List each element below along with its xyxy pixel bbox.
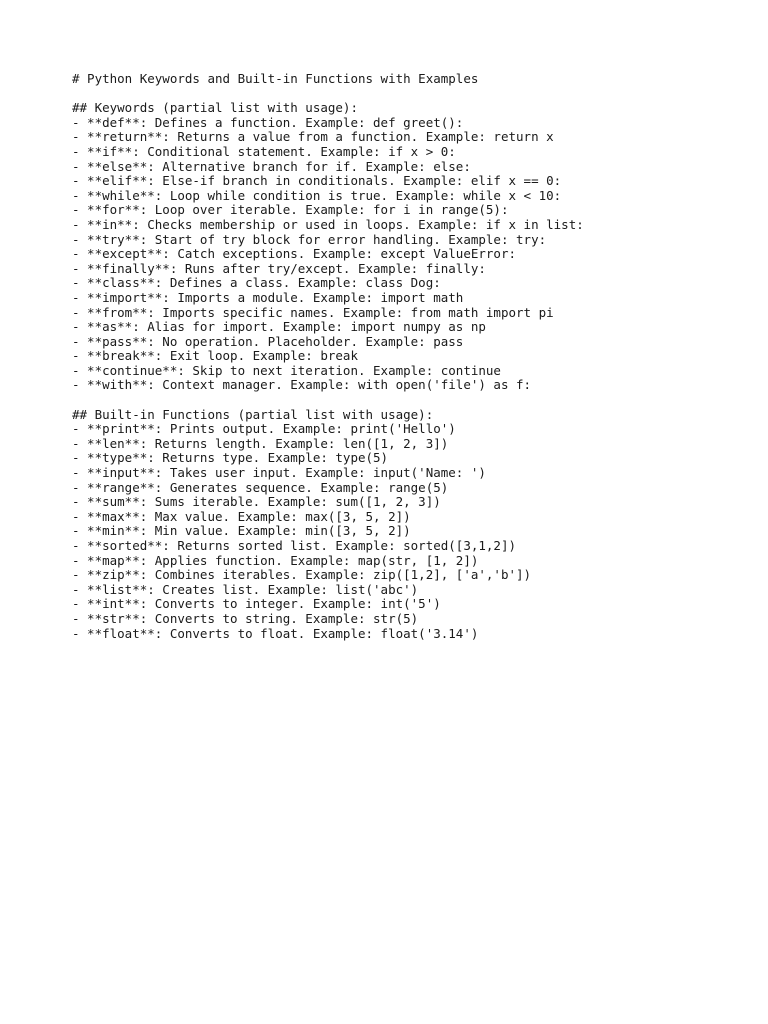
list-item: - **for**: Loop over iterable. Example: for i in range(5): — [72, 202, 509, 218]
section-heading-builtins: ## Built-in Functions (partial list with usage): — [72, 406, 434, 422]
list-item: - **input**: Takes user input. Example: input('Name: ') — [72, 465, 486, 481]
list-item: - **max**: Max value. Example: max([3, 5, 2]) — [72, 508, 411, 524]
document-page — [72, 72, 752, 641]
spacer — [72, 393, 752, 408]
list-item: - **list**: Creates list. Example: list('abc') — [72, 581, 419, 597]
list-item: - **min**: Min value. Example: min([3, 5, 2]) — [72, 523, 411, 539]
list-item: - **as**: Alias for import. Example: import numpy as np — [72, 319, 486, 335]
list-item: - **in**: Checks membership or used in loops. Example: if x in list: — [72, 216, 584, 232]
list-item: - **return**: Returns a value from a function. Example: return x — [72, 129, 554, 145]
list-item: - **if**: Conditional statement. Example: if x > 0: — [72, 143, 456, 159]
list-item: - **sorted**: Returns sorted list. Example: sorted([3,1,2]) — [72, 538, 517, 553]
list-item: - **while**: Loop while condition is true. Example: while x < 10: — [72, 187, 562, 203]
keywords-section — [72, 101, 752, 393]
list-item: - **pass**: No operation. Placeholder. Example: pass — [72, 333, 464, 349]
list-item: - **from**: Imports specific names. Example: from math import pi — [72, 304, 554, 320]
list-item: - **class**: Defines a class. Example: class Dog: — [72, 275, 441, 291]
list-item: - **print**: Prints output. Example: print('Hello') — [72, 421, 456, 437]
list-item: - **map**: Applies function. Example: map(str, [1, 2]) — [72, 552, 479, 568]
list-item: - **import**: Imports a module. Example: import math — [72, 289, 464, 305]
list-item: - **except**: Catch exceptions. Example: except ValueError: — [72, 246, 517, 262]
builtin-functions-section — [72, 408, 752, 642]
list-item: - **with**: Context manager. Example: with open('file') as f: — [72, 377, 532, 393]
list-item: - **str**: Converts to string. Example: str(5) — [72, 610, 419, 626]
list-item: - **type**: Returns type. Example: type(5) — [72, 450, 389, 466]
section-heading-keywords: ## Keywords (partial list with usage): — [72, 100, 358, 116]
list-item: - **zip**: Combines iterables. Example: zip([1,2], ['a','b']) — [72, 567, 532, 583]
list-item: - **int**: Converts to integer. Example: int('5') — [72, 596, 441, 612]
list-item: - **sum**: Sums iterable. Example: sum([1, 2, 3]) — [72, 494, 441, 510]
spacer — [72, 87, 752, 102]
list-item: - **range**: Generates sequence. Example: range(5) — [72, 479, 449, 495]
document-title: # Python Keywords and Built-in Functions with Examples — [72, 71, 479, 86]
list-item: - **break**: Exit loop. Example: break — [72, 348, 358, 364]
list-item: - **finally**: Runs after try/except. Example: finally: — [72, 260, 486, 276]
list-item: - **else**: Alternative branch for if. Example: else: — [72, 158, 471, 174]
list-item: - **float**: Converts to float. Example: float('3.14') — [72, 625, 479, 641]
list-item: - **try**: Start of try block for error handling. Example: try: — [72, 231, 547, 247]
list-item: - **len**: Returns length. Example: len([1, 2, 3]) — [72, 435, 449, 451]
list-item: - **elif**: Else-if branch in conditionals. Example: elif x == 0: — [72, 173, 562, 189]
list-item: - **continue**: Skip to next iteration. Example: continue — [72, 362, 501, 378]
list-item: - **def**: Defines a function. Example: def greet(): — [72, 114, 464, 130]
